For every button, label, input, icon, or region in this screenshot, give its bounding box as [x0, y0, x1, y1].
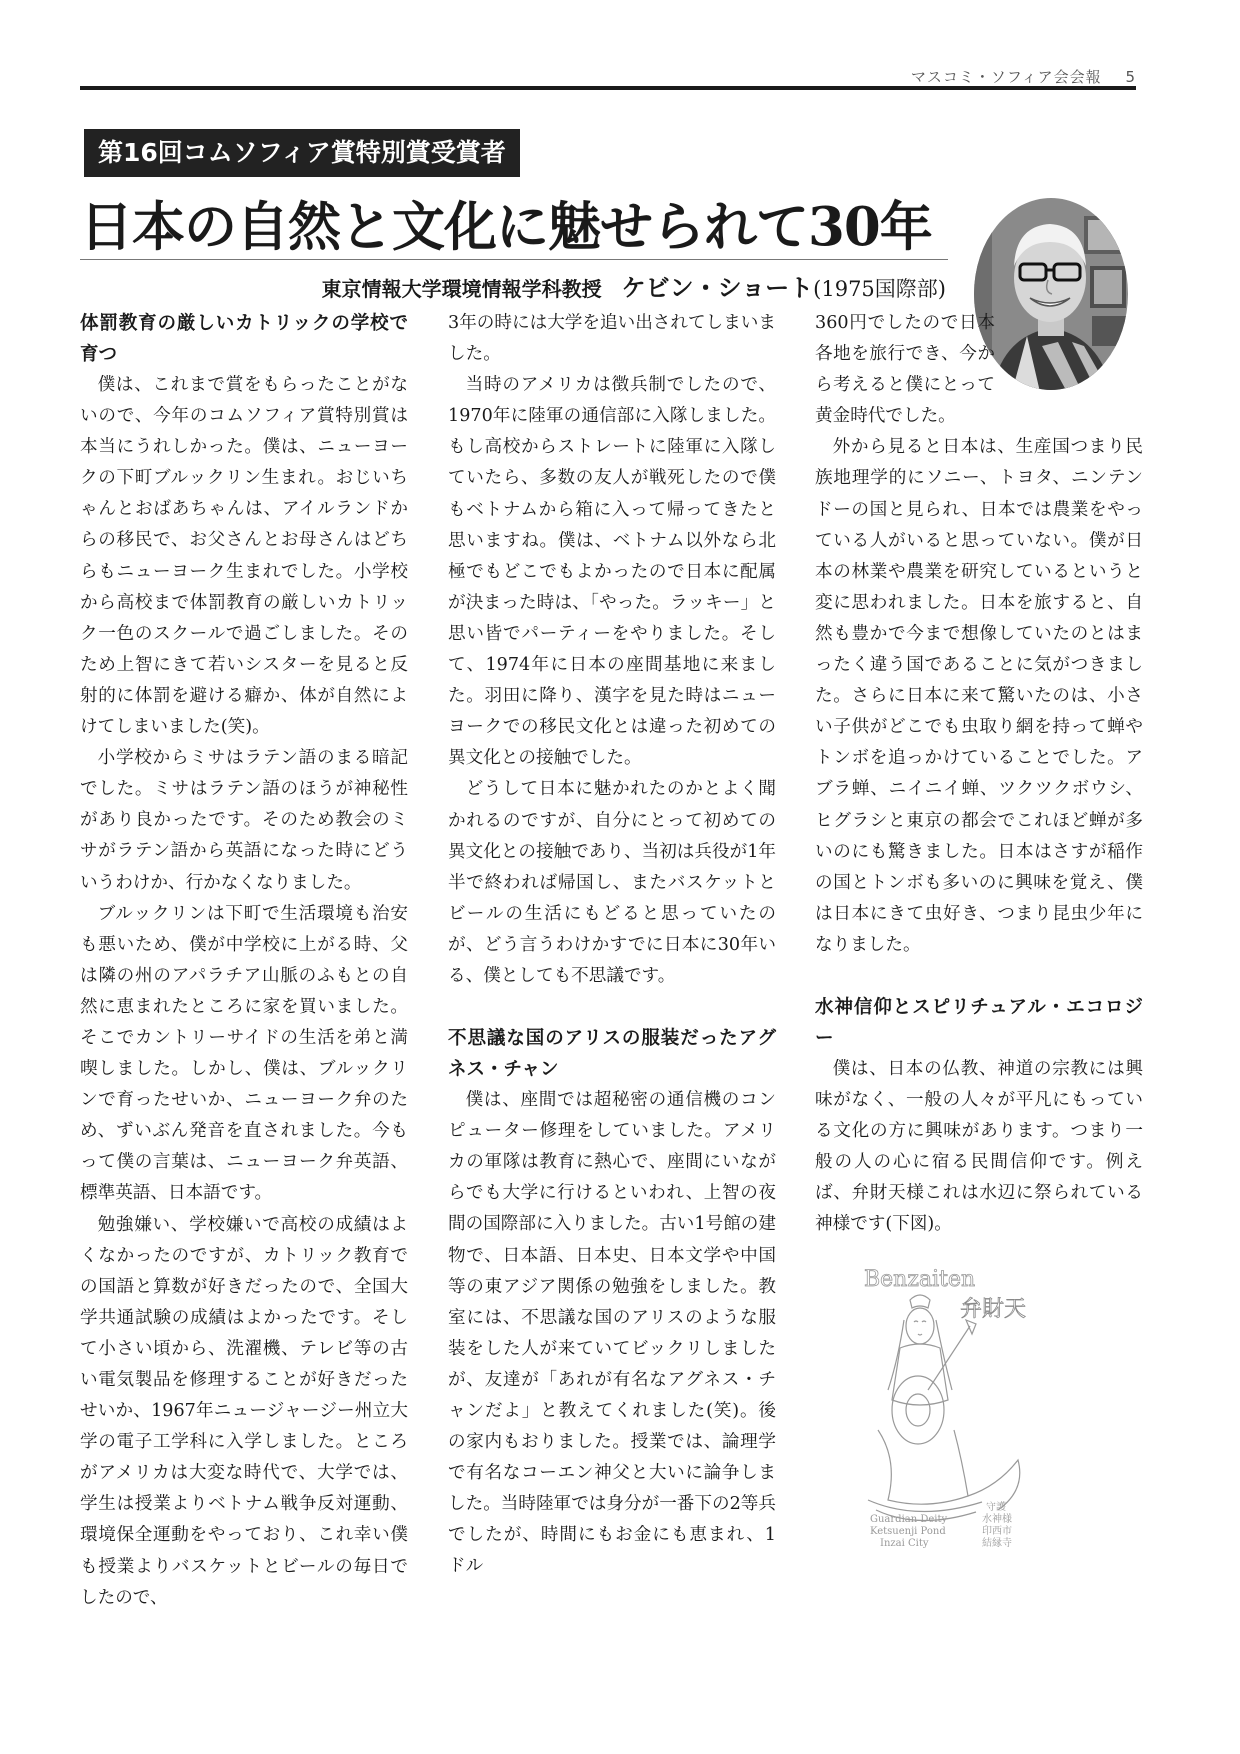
- paragraph: 外から見ると日本は、生産国つまり民族地理学的にソニー、トヨタ、ニンテンドーの国と見られ、日本では農業をやっている人がいると思っていない。僕が日本の林業や農業を研究しているというと変に思われました。日本を旅すると、自然も豊かで今まで想像していたのとはまったく違う国であることに気がつきました。さらに日本に来て驚いたのは、小さい子供がどこでも虫取り網を持って蝉やトンボを追っかけていることでした。アブラ蝉、ニイニイ蝉、ツクツクボウシ、ヒグラシと東京の都会でこれほど蝉が多いのにも驚きました。日本はさすが稲作の国とトンボも多いのに興味を覚え、僕は日本にきて虫好き、つまり昆虫少年になりました。: [815, 437, 1143, 955]
- header-rule: [80, 86, 1136, 90]
- author-name: ケビン・ショート: [621, 273, 814, 302]
- section-heading-3: 水神信仰とスピリチュアル・エコロジー: [815, 996, 1143, 1049]
- author-affiliation: 東京情報大学環境情報学科教授: [321, 277, 602, 301]
- award-label: 第16回コムソフィア賞特別賞受賞者: [84, 129, 520, 177]
- section-heading-2: 不思議な国のアリスの服装だったアグネス・チャン: [448, 1028, 776, 1081]
- caption-jp-line-3: 印西市: [982, 1526, 1012, 1537]
- paragraph: ブルックリンは下町で生活環境も治安も悪いため、僕が中学校に上がる時、父は隣の州のアパラチア山脈のふもとの自然に恵まれたところに家を買いました。そこでカントリーサイドの生活を弟と満喫しました。しかし、僕は、ブルックリンで育ったせいか、ニューヨーク弁のため、ずいぶん発音を直されました。今もって僕の言葉は、ニューヨーク弁英語、標準英語、日本語です。: [80, 903, 408, 1204]
- paragraph: 小学校からミサはラテン語のまる暗記でした。ミサはラテン語のほうが神秘性があり良かったです。そのため教会のミサがラテン語から英語になった時にどういうわけか、行かなくなりました。: [80, 748, 408, 893]
- caption-en-line-1: Guardian Deity: [870, 1514, 948, 1525]
- caption-jp-line-2: 水神様: [982, 1514, 1012, 1525]
- article-column-2: [448, 308, 776, 1583]
- paragraph: 当時のアメリカは徴兵制でしたので、1970年に陸軍の通信部に入隊しました。もし高校からストレートに陸軍に入隊していたら、多数の友人が戦死したので僕もベトナムから箱に入って帰ってきたと思いますね。僕は、ベトナム以外なら北極でもどこでもよかったので日本に配属が決まった時は、「やった。ラッキー」と思い皆でパーティーをやりました。そして、1974年に日本の座間基地に来ました。羽田に降り、漢字を見た時はニューヨークでの移民文化とは違った初めての異文化との接触でした。: [448, 375, 776, 769]
- article-title: 日本の自然と文化に魅せられて30年: [80, 196, 932, 258]
- paragraph: 3年の時には大学を追い出されてしまいました。: [448, 313, 776, 365]
- article-column-1: [80, 308, 408, 1614]
- page-number: 5: [1125, 68, 1136, 86]
- byline: [322, 268, 946, 303]
- caption-jp-line-1: 守護: [986, 1502, 1006, 1513]
- goddess-figure-drawing: [868, 1295, 1020, 1521]
- running-header: [911, 66, 1136, 87]
- benzaiten-illustration: [858, 1260, 1054, 1550]
- title-rule: [80, 259, 948, 260]
- publication-name: マスコミ・ソフィア会会報: [910, 68, 1102, 86]
- caption-en-line-3: Inzai City: [880, 1538, 929, 1549]
- illustration-title-jp: 弁財天: [960, 1297, 1027, 1322]
- caption-en-line-2: Ketsuenji Pond: [870, 1526, 946, 1537]
- paragraph: 僕は、日本の仏教、神道の宗教には興味がなく、一般の人々が平凡にもっている文化の方に興味があります。つまり一般の人の心に宿る民間信仰です。例えば、弁財天様これは水辺に祭られている神様です(下図)。: [815, 1058, 1143, 1235]
- author-class-year: (1975国際部): [813, 277, 946, 301]
- illustration-title-en: Benzaiten: [864, 1267, 976, 1292]
- paragraph: どうして日本に魅かれたのかとよく聞かれるのですが、自分にとって初めての異文化との接触であり、当初は兵役が1年半で終われば帰国し、またバスケットとビールの生活にもどると思っていたのが、どう言うわけかすでに日本に30年いる、僕としても不思議です。: [448, 779, 776, 986]
- paragraph: 360円でしたので日本各地を旅行でき、今から考えると僕にとって黄金時代でした。: [815, 313, 995, 427]
- paragraph: 勉強嫌い、学校嫌いで高校の成績はよくなかったのですが、カトリック教育での国語と算数が好きだったので、全国大学共通試験の成績はよかったです。そして小さい頃から、洗濯機、テレビ等の古い電気製品を修理することが好きだったせいか、1967年ニュージャージー州立大学の電子工学科に入学しました。ところがアメリカは大変な時代で、大学では、学生は授業よりベトナム戦争反対運動、環境保全運動をやっており、これ幸い僕も授業よりバスケットとビールの毎日でしたので、: [80, 1214, 408, 1608]
- paragraph: 僕は、座間では超秘密の通信機のコンピューター修理をしていました。アメリカの軍隊は教育に熱心で、座間にいながらでも大学に行けるといわれ、上智の夜間の国際部に入りました。古い1号館の建物で、日本語、日本史、日本文学や中国等の東アジア関係の勉強をしました。教室には、不思議な国のアリスのような服装をした人が来ていてビックリしましたが、友達が「あれが有名なアグネス・チャンだよ」と教えてくれました(笑)。後の家内もおりました。授業では、論理学で有名なコーエン神父と大いに論争しました。当時陸軍では身分が一番下の2等兵でしたが、時間にもお金にも恵まれ、1ドル: [448, 1090, 776, 1577]
- section-heading-1: 体罰教育の厳しいカトリックの学校で育つ: [80, 313, 408, 365]
- paragraph: 僕は、これまで賞をもらったことがないので、今年のコムソフィア賞特別賞は本当にうれしかった。僕は、ニューヨークの下町ブルックリン生まれ。おじいちゃんとおばあちゃんは、アイルランドからの移民で、お父さんとお母さんはどちらもニューヨーク生まれでした。小学校から高校まで体罰教育の厳しいカトリック一色のスクールで過ごしました。そのため上智にきて若いシスターを見ると反射的に体罰を避ける癖か、体が自然によけてしまいました(笑)。: [80, 375, 408, 738]
- caption-jp-line-4: 結縁寺: [982, 1538, 1012, 1549]
- article-column-3: [815, 308, 1143, 1241]
